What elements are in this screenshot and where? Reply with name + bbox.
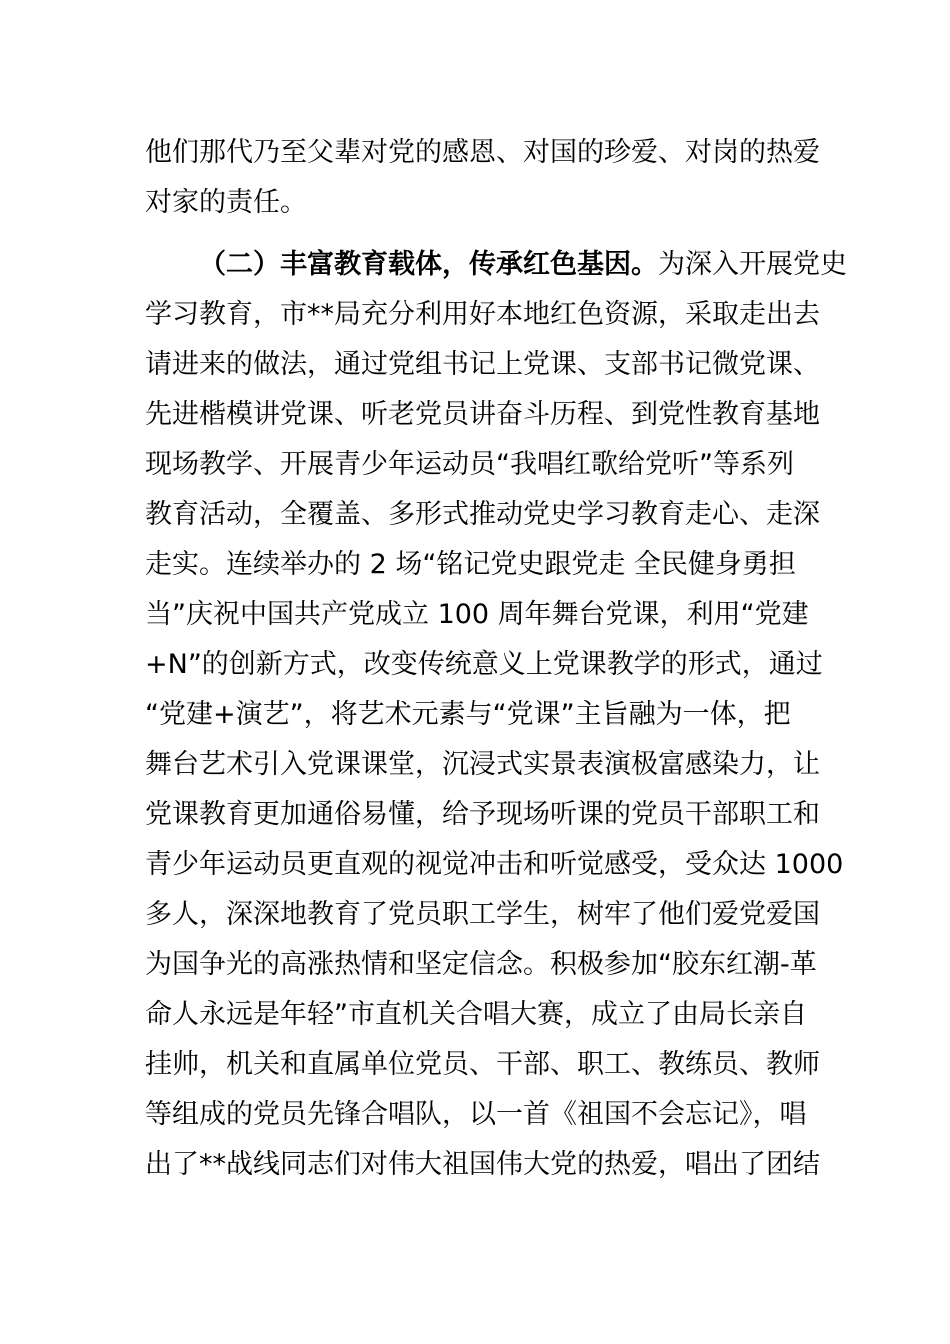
paragraph-spacer (145, 228, 810, 240)
text-line: 先进楷模讲党课、听老党员讲奋斗历程、到党性教育基地 (145, 399, 820, 430)
text-line: 舞台艺术引入党课课堂，沉浸式实景表演极富感染力，让 (145, 749, 820, 780)
text-line: 多人，深深地教育了党员职工学生，树牢了他们爱党爱国 (145, 899, 820, 930)
text-line: 出了**战线同志们对伟大祖国伟大党的热爱，唱出了团结 (145, 1149, 820, 1180)
paragraph (145, 128, 820, 228)
text-line: 挂帅，机关和直属单位党员、干部、职工、教练员、教师 (145, 1049, 820, 1080)
text-line: 他们那代乃至父辈对党的感恩、对国的珍爱、对岗的热爱 (145, 137, 820, 168)
text-line: 当”庆祝中国共产党成立 100 周年舞台党课，利用“党建 (145, 599, 809, 630)
section-heading: （二）丰富教育载体，传承红色基因。 (199, 249, 658, 280)
text-line: 青少年运动员更直观的视觉冲击和听觉感受，受众达 1000 (145, 849, 844, 880)
paragraph (145, 240, 847, 1190)
text-line: 教育活动，全覆盖、多形式推动党史学习教育走心、走深 (145, 499, 820, 530)
text-line (145, 240, 847, 290)
text-line: +N”的创新方式，改变传统意义上党课教学的形式，通过 (145, 649, 823, 680)
text-line: 现场教学、开展青少年运动员“我唱红歌给党听”等系列 (145, 449, 794, 480)
text-line: 学习教育，市**局充分利用好本地红色资源，采取走出去 (145, 299, 820, 330)
text-line: 请进来的做法，通过党组书记上党课、支部书记微党课、 (145, 349, 820, 380)
text-line: “党建+演艺”，将艺术元素与“党课”主旨融为一体，把 (145, 699, 791, 730)
text-line: 对家的责任。 (145, 187, 307, 218)
document-body (145, 128, 847, 1190)
text-line: 为国争光的高涨热情和坚定信念。积极参加“胶东红潮-革 (145, 949, 817, 980)
text-line: 等组成的党员先锋合唱队，以一首《祖国不会忘记》，唱 (145, 1099, 807, 1130)
text-line: 命人永远是年轻”市直机关合唱大赛，成立了由局长亲自 (145, 999, 807, 1030)
text-line: 党课教育更加通俗易懂，给予现场听课的党员干部职工和 (145, 799, 820, 830)
text-span: 为深入开展党史 (658, 249, 847, 280)
text-line: 走实。连续举办的 2 场“铭记党史跟党走 全民健身勇担 (145, 549, 796, 580)
